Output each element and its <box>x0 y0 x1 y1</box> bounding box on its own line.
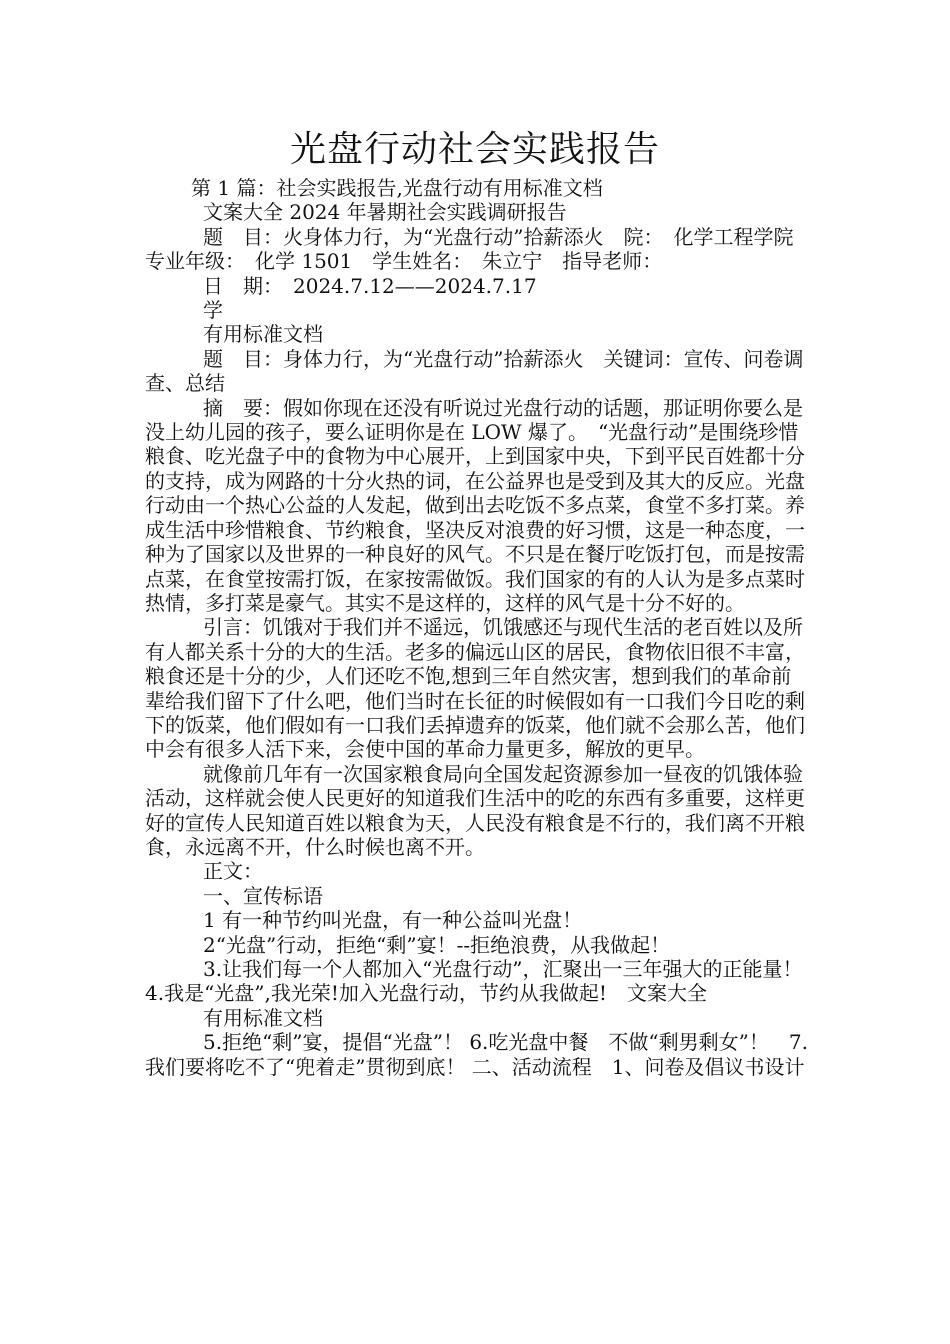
document-title: 光盘行动社会实践报告 <box>289 129 660 170</box>
paragraph: 文案大全 2024 年暑期社会实践调研报告 <box>203 200 567 225</box>
paragraph: 题 目：火身体力行，为“光盘行动”拾薪添火 院： 化学工程学院 专业年级： 化学 1501 学生姓名： 朱立宁 指导老师： <box>145 224 814 274</box>
paragraph: 一、宣传标语 <box>203 883 323 908</box>
paragraph: 题 目：身体力行，为“光盘行动”拾薪添火 关键词：宣传、问卷调查、总结 <box>145 346 804 396</box>
paragraph: 学 <box>203 298 223 323</box>
paragraph: 1 有一种节约叫光盘，有一种公益叫光盘！ <box>203 908 583 933</box>
document-body <box>145 176 823 1079</box>
paragraph: 日 期： 2024.7.12——2024.7.17 <box>203 273 537 298</box>
paragraph: 2“光盘”行动，拒绝“剩”宴！--拒绝浪费，从我做起！ <box>203 932 671 957</box>
paragraph: 正文： <box>203 859 263 884</box>
paragraph: 3.让我们每一个人都加入“光盘行动”，汇聚出一三年强大的正能量！ 4.我是“光盘”,我光荣!加入光盘行动，节约从我做起! 文案大全 <box>145 957 823 1006</box>
paragraph: 第 1 篇：社会实践报告,光盘行动有用标准文档 <box>191 176 603 200</box>
paragraph: 就像前几年有一次国家粮食局向全国发起资源参加一昼夜的饥饿体验活动，这样就会使人民更好的知道我们生活中的吃的东西有多重要，这样更好的宣传人民知道百姓以粮食为天，人民没有粮食是不行的，我们离不开粮食，永远离不开，什么时候也离不开。 <box>145 761 805 859</box>
paragraph: 有用标准文档 <box>203 1005 323 1030</box>
paragraph: 摘 要：假如你现在还没有听说过光盘行动的话题，那证明你要么是没上幼儿园的孩子，要么证明你是在 LOW 爆了。 “光盘行动”是围绕珍惜粮食、吃光盘子中的食物为中心展开，上到国家中央，下到平民百姓都十分的支持，成为网路的十分火热的词，在公益界也是受到及其大的反应。光盘行动由一个热心公益的人发起，做到出去吃饭不多点菜，食堂不多打菜。养成生活中珍惜粮食、节约粮食，坚决反对浪费的好习惯，这是一种态度，一种为了国家以及世界的一种良好的风气。不只是在餐厅吃饭打包，而是按需点菜，在食堂按需打饭，在家按需做饭。我们国家的有的人认为是多点菜时热情，多打菜是豪气。其实不是这样的，这样的风气是十分不好的。 <box>145 395 805 615</box>
paragraph: 引言：饥饿对于我们并不遥远，饥饿感还与现代生活的老百姓以及所有人都关系十分的大的生活。老多的偏远山区的居民，食物依旧很不丰富，粮食还是十分的少，人们还吃不饱,想到三年自然灾害，想到我们的革命前辈给我们留下了什么吧，他们当时在长征的时候假如有一口我们今日吃的剩下的饭菜，他们假如有一口我们丢掉遗弃的饭菜，他们就不会那么苦，他们中会有很多人活下来，会使中国的革命力量更多，解放的更早。 <box>145 615 805 762</box>
paragraph: 有用标准文档 <box>203 322 323 347</box>
paragraph: 5.拒绝“剩”宴，提倡“光盘”！ 6.吃光盘中餐 不做“剩男剩女”！ 7.我们要将吃不了“兜着走”贯彻到底！ 二、活动流程 1、问卷及倡议书设计 <box>145 1030 808 1079</box>
